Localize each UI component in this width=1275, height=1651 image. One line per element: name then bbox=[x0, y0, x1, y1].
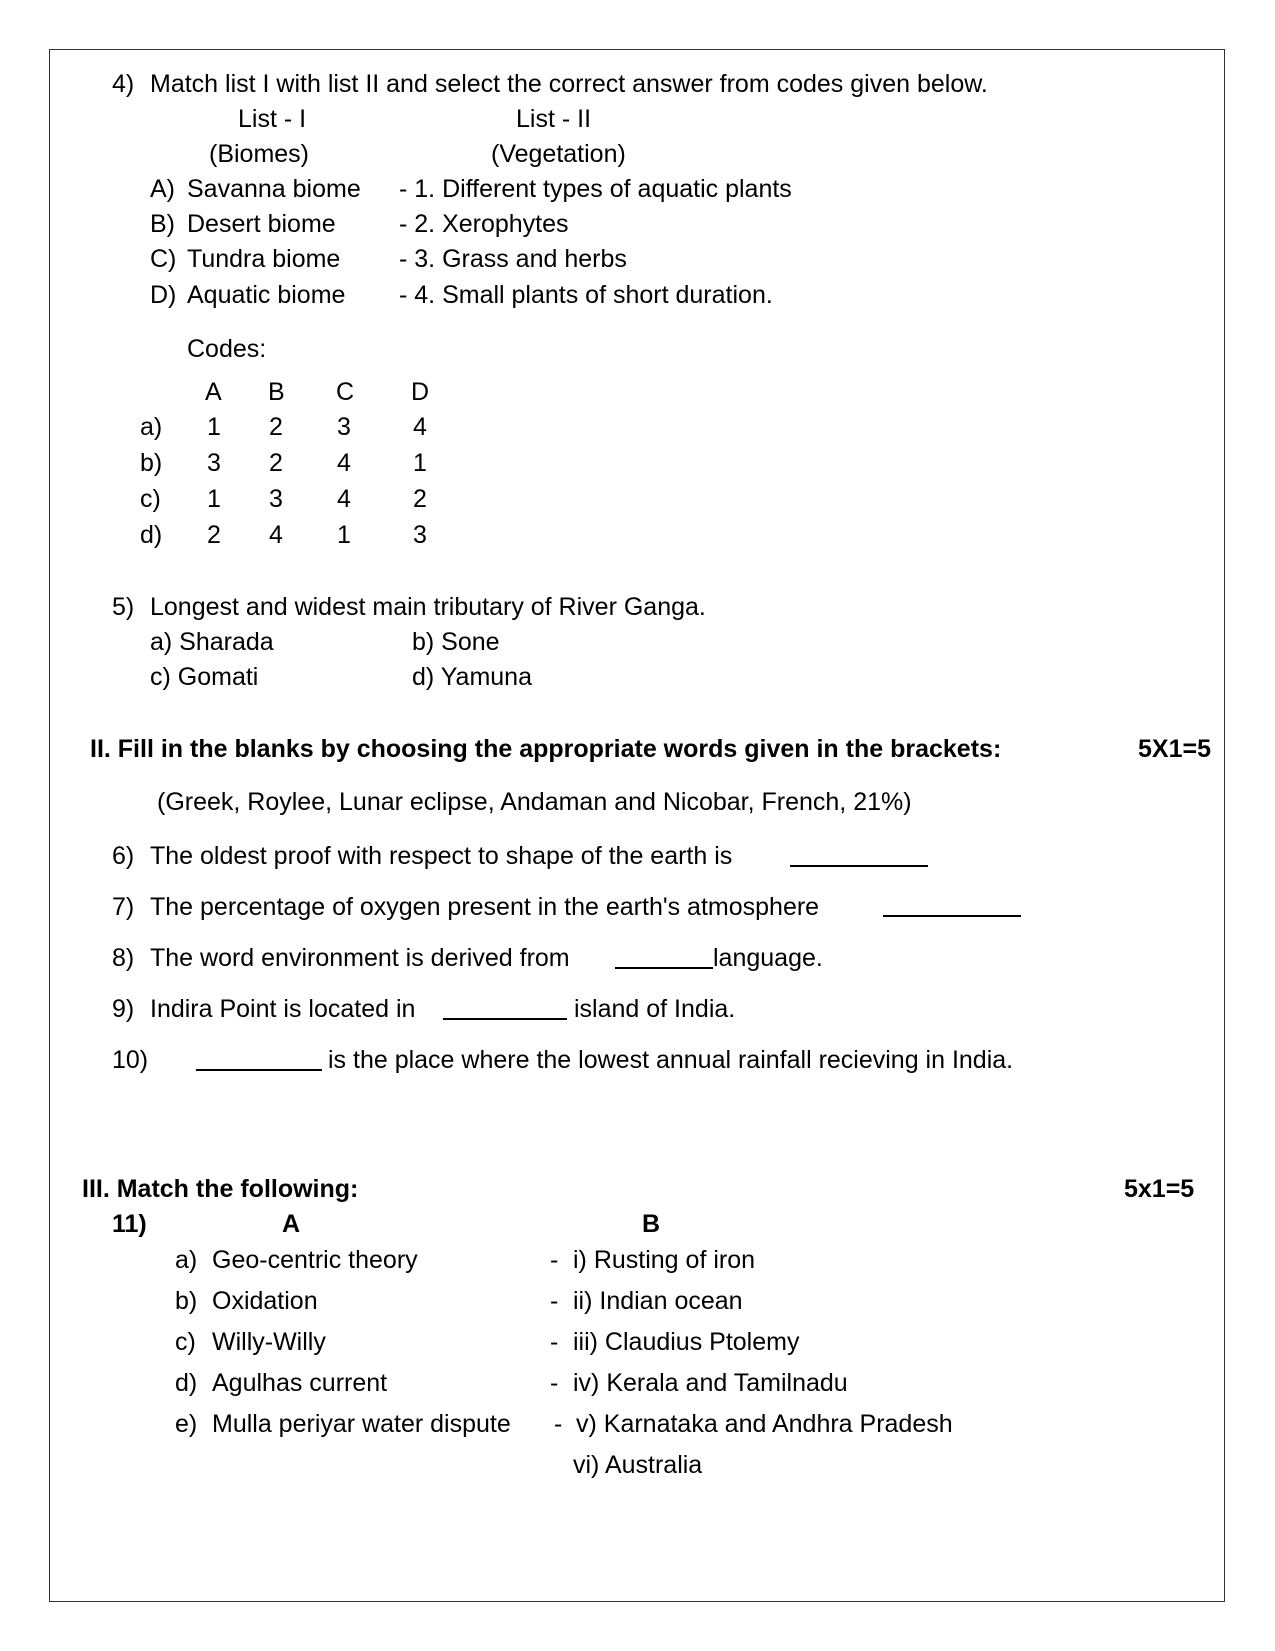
q4-number: 4) bbox=[112, 70, 135, 98]
codes-label: Codes: bbox=[187, 335, 267, 363]
code-row-label: d) bbox=[140, 521, 163, 549]
vegetation-item: - 3. Grass and herbs bbox=[399, 245, 627, 273]
list1-header: List - I bbox=[238, 105, 307, 133]
q5-option: b) Sone bbox=[412, 628, 500, 656]
match-left-label: d) bbox=[175, 1369, 198, 1397]
q7-text: The percentage of oxygen present in the earth's atmosphere bbox=[150, 893, 820, 921]
code-cell: 3 bbox=[413, 521, 427, 549]
code-cell: 3 bbox=[337, 413, 351, 441]
q6-text: The oldest proof with respect to shape of the earth is bbox=[150, 842, 733, 870]
code-cell: 4 bbox=[269, 521, 283, 549]
match-left-label: a) bbox=[175, 1246, 198, 1274]
q7-number: 7) bbox=[112, 893, 135, 921]
code-cell: 4 bbox=[337, 485, 351, 513]
biome-label: D) bbox=[150, 281, 177, 309]
q11-number: 11) bbox=[112, 1210, 147, 1238]
match-dash: - bbox=[550, 1328, 559, 1356]
match-right-item: vi) Australia bbox=[573, 1451, 703, 1479]
list1-subheader: (Biomes) bbox=[209, 140, 310, 168]
match-left-item: Geo-centric theory bbox=[212, 1246, 418, 1274]
code-row-label: b) bbox=[140, 449, 163, 477]
code-header: D bbox=[411, 378, 430, 406]
code-header: B bbox=[268, 378, 285, 406]
code-cell: 2 bbox=[207, 521, 221, 549]
match-dash: - bbox=[554, 1410, 563, 1438]
match-right-item: ii) Indian ocean bbox=[573, 1287, 743, 1315]
vegetation-item: - 1. Different types of aquatic plants bbox=[399, 175, 792, 203]
q5-question: Longest and widest main tributary of River Ganga. bbox=[150, 593, 706, 621]
biome-label: C) bbox=[150, 245, 177, 273]
q8-blank bbox=[615, 967, 713, 969]
list2-subheader: (Vegetation) bbox=[491, 140, 626, 168]
match-dash: - bbox=[550, 1246, 559, 1274]
code-cell: 2 bbox=[413, 485, 427, 513]
section-2-title: II. Fill in the blanks by choosing the appropriate words given in the brackets: bbox=[90, 735, 1002, 763]
q9-text-before: Indira Point is located in bbox=[150, 995, 416, 1023]
match-right-item: i) Rusting of iron bbox=[573, 1246, 756, 1274]
section-3-title: III. Match the following: bbox=[82, 1175, 359, 1203]
column-a-header: A bbox=[282, 1210, 301, 1238]
code-row-label: a) bbox=[140, 413, 163, 441]
biome-label: B) bbox=[150, 210, 175, 238]
match-dash: - bbox=[550, 1287, 559, 1315]
code-cell: 1 bbox=[207, 413, 221, 441]
q5-option: c) Gomati bbox=[150, 663, 259, 691]
code-header: C bbox=[336, 378, 355, 406]
match-left-item: Agulhas current bbox=[212, 1369, 388, 1397]
q8-text-before: The word environment is derived from bbox=[150, 944, 570, 972]
list2-header: List - II bbox=[516, 105, 592, 133]
code-cell: 1 bbox=[413, 449, 427, 477]
q9-number: 9) bbox=[112, 995, 135, 1023]
q10-blank bbox=[196, 1069, 322, 1071]
biome-name: Desert biome bbox=[187, 210, 336, 238]
code-cell: 1 bbox=[337, 521, 351, 549]
match-left-item: Willy-Willy bbox=[212, 1328, 326, 1356]
match-right-item: iii) Claudius Ptolemy bbox=[573, 1328, 800, 1356]
code-cell: 2 bbox=[269, 449, 283, 477]
code-cell: 3 bbox=[207, 449, 221, 477]
biome-name: Savanna biome bbox=[187, 175, 361, 203]
match-right-item: iv) Kerala and Tamilnadu bbox=[573, 1369, 848, 1397]
code-row-label: c) bbox=[140, 485, 161, 513]
biome-label: A) bbox=[150, 175, 175, 203]
q6-blank bbox=[790, 865, 928, 867]
q10-text: is the place where the lowest annual rainfall recieving in India. bbox=[328, 1046, 1014, 1074]
column-b-header: B bbox=[642, 1210, 661, 1238]
section-3-marks: 5x1=5 bbox=[1124, 1175, 1195, 1203]
biome-name: Tundra biome bbox=[187, 245, 341, 273]
code-header: A bbox=[205, 378, 222, 406]
q8-number: 8) bbox=[112, 944, 135, 972]
q8-text-after: language. bbox=[713, 944, 823, 972]
q10-number: 10) bbox=[112, 1046, 149, 1074]
code-cell: 3 bbox=[269, 485, 283, 513]
q5-option: d) Yamuna bbox=[412, 663, 532, 691]
match-left-label: e) bbox=[175, 1410, 198, 1438]
q5-number: 5) bbox=[112, 593, 135, 621]
q5-option: a) Sharada bbox=[150, 628, 274, 656]
q9-text-after: island of India. bbox=[574, 995, 736, 1023]
q7-blank bbox=[883, 915, 1021, 917]
vegetation-item: - 2. Xerophytes bbox=[399, 210, 569, 238]
q6-number: 6) bbox=[112, 842, 135, 870]
code-cell: 2 bbox=[269, 413, 283, 441]
code-cell: 4 bbox=[337, 449, 351, 477]
match-right-item: v) Karnataka and Andhra Pradesh bbox=[576, 1410, 953, 1438]
q4-question: Match list I with list II and select the correct answer from codes given below. bbox=[150, 70, 988, 98]
match-left-item: Mulla periyar water dispute bbox=[212, 1410, 511, 1438]
section-2-marks: 5X1=5 bbox=[1138, 735, 1211, 763]
vegetation-item: - 4. Small plants of short duration. bbox=[399, 281, 773, 309]
q9-blank bbox=[443, 1018, 567, 1020]
biome-name: Aquatic biome bbox=[187, 281, 346, 309]
match-left-label: c) bbox=[175, 1328, 196, 1356]
code-cell: 4 bbox=[413, 413, 427, 441]
code-cell: 1 bbox=[207, 485, 221, 513]
match-left-label: b) bbox=[175, 1287, 198, 1315]
match-dash: - bbox=[550, 1369, 559, 1397]
word-bank: (Greek, Roylee, Lunar eclipse, Andaman and Nicobar, French, 21%) bbox=[157, 788, 912, 816]
match-left-item: Oxidation bbox=[212, 1287, 318, 1315]
